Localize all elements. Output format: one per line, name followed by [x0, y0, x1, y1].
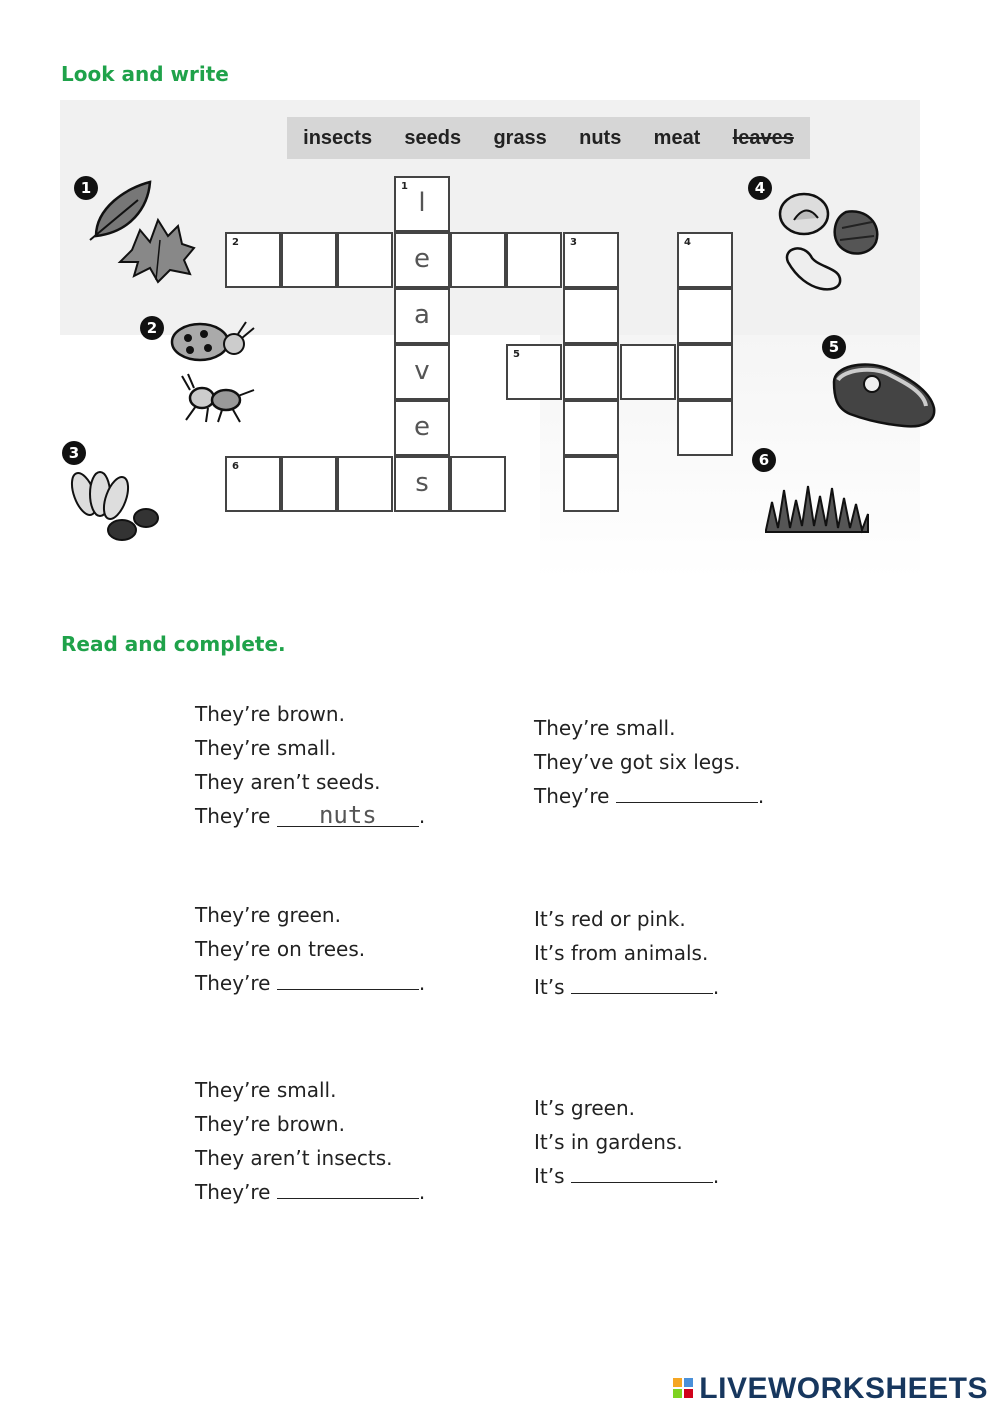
exercise-prompt: They’re	[534, 784, 610, 808]
crossword-cell[interactable]	[677, 232, 733, 288]
crossword-cell[interactable]	[337, 456, 393, 512]
exercise-line: They’ve got six legs.	[534, 750, 741, 774]
clue-number: 1	[401, 181, 408, 192]
exercise-prompt: They’re	[195, 971, 271, 995]
nuts-icon	[776, 178, 886, 296]
cell-letter: s	[415, 468, 429, 498]
exercise-line: They’re brown.	[195, 702, 345, 726]
crossword-cell[interactable]	[394, 456, 450, 512]
answer-input[interactable]	[571, 1160, 713, 1183]
word-bank	[287, 117, 810, 159]
exercise-line: They’re small.	[195, 1078, 337, 1102]
answer-input[interactable]: nuts	[277, 804, 419, 827]
crossword-cell[interactable]	[394, 344, 450, 400]
crossword-cell[interactable]	[394, 176, 450, 232]
exercise-line: They’re small.	[534, 716, 676, 740]
cell-letter: e	[414, 244, 430, 274]
insects-icon	[160, 316, 270, 426]
exercise-line: It’s from animals.	[534, 941, 709, 965]
picture-number-badge: 5	[822, 335, 846, 359]
exercise-block: It’s red or pink. It’s from animals. It’s .	[534, 902, 719, 1004]
word-bank-word: meat	[653, 126, 701, 149]
crossword-cell[interactable]	[677, 344, 733, 400]
crossword-cell[interactable]	[450, 232, 506, 288]
clue-number: 2	[232, 237, 239, 248]
clue-number: 5	[513, 349, 520, 360]
answer-input[interactable]	[277, 967, 419, 990]
crossword-cell[interactable]	[563, 456, 619, 512]
picture-number-badge: 3	[62, 441, 86, 465]
exercise-line: They’re green.	[195, 903, 341, 927]
cell-letter: v	[414, 356, 430, 386]
crossword-cell[interactable]	[563, 400, 619, 456]
exercise-prompt: They’re	[195, 804, 271, 828]
exercise-block: It’s green. It’s in gardens. It’s .	[534, 1091, 719, 1193]
brand-text: LIVEWORKSHEETS	[699, 1372, 988, 1405]
crossword-cell[interactable]	[394, 400, 450, 456]
read-and-complete-heading: Read and complete.	[61, 632, 286, 656]
answer-input[interactable]	[277, 1176, 419, 1199]
exercise-block: They’re green. They’re on trees. They’re .	[195, 898, 425, 1000]
crossword-cell[interactable]	[394, 288, 450, 344]
crossword-cell[interactable]	[563, 344, 619, 400]
picture-number-badge: 1	[74, 176, 98, 200]
seeds-icon	[66, 464, 166, 546]
grass-icon	[762, 478, 872, 534]
look-and-write-heading: Look and write	[61, 62, 229, 86]
exercise-prompt: It’s	[534, 975, 565, 999]
exercise-line: They aren’t insects.	[195, 1146, 393, 1170]
picture-number-badge: 2	[140, 316, 164, 340]
crossword-cell[interactable]	[677, 288, 733, 344]
crossword-cell[interactable]	[225, 456, 281, 512]
crossword-cell[interactable]	[225, 232, 281, 288]
exercise-line: It’s red or pink.	[534, 907, 686, 931]
word-bank-word: nuts	[579, 126, 622, 149]
crossword-cell[interactable]	[677, 400, 733, 456]
answer-input[interactable]	[616, 780, 758, 803]
clue-number: 6	[232, 461, 239, 472]
exercise-line: They aren’t seeds.	[195, 770, 381, 794]
exercise-prompt: They’re	[195, 1180, 271, 1204]
cell-letter: l	[418, 188, 426, 218]
exercise-line: It’s green.	[534, 1096, 635, 1120]
liveworksheets-brand[interactable]	[673, 1372, 988, 1406]
exercise-line: It’s in gardens.	[534, 1130, 683, 1154]
exercise-block: They’re small. They’re brown. They aren’t insects. They’re .	[195, 1073, 425, 1209]
exercise-block: They’re small. They’ve got six legs. They’re .	[534, 711, 764, 813]
crossword-cell[interactable]	[563, 288, 619, 344]
cell-letter: e	[414, 412, 430, 442]
crossword-cell[interactable]	[394, 232, 450, 288]
crossword-cell[interactable]	[450, 456, 506, 512]
clue-number: 4	[684, 237, 691, 248]
word-bank-word-struck: leaves	[732, 126, 794, 149]
crossword-cell[interactable]	[620, 344, 676, 400]
crossword-cell[interactable]	[281, 232, 337, 288]
leaves-icon	[86, 178, 201, 288]
word-bank-word: grass	[493, 126, 547, 149]
exercise-block: They’re brown. They’re small. They aren’t seeds. They’re nuts .	[195, 697, 425, 833]
crossword-cell[interactable]	[281, 456, 337, 512]
picture-number-badge: 6	[752, 448, 776, 472]
exercise-line: They’re small.	[195, 736, 337, 760]
word-bank-word: insects	[303, 126, 373, 149]
exercise-prompt: It’s	[534, 1164, 565, 1188]
word-bank-word: seeds	[404, 126, 462, 149]
meat-icon	[826, 360, 938, 432]
exercise-line: They’re brown.	[195, 1112, 345, 1136]
answer-input[interactable]	[571, 971, 713, 994]
clue-number: 3	[570, 237, 577, 248]
cell-letter: a	[414, 300, 430, 330]
picture-number-badge: 4	[748, 176, 772, 200]
exercise-line: They’re on trees.	[195, 937, 366, 961]
crossword-cell[interactable]	[506, 344, 562, 400]
crossword-cell[interactable]	[506, 232, 562, 288]
crossword-cell[interactable]	[337, 232, 393, 288]
crossword-cell[interactable]	[563, 232, 619, 288]
liveworksheets-logo-icon	[673, 1378, 695, 1400]
